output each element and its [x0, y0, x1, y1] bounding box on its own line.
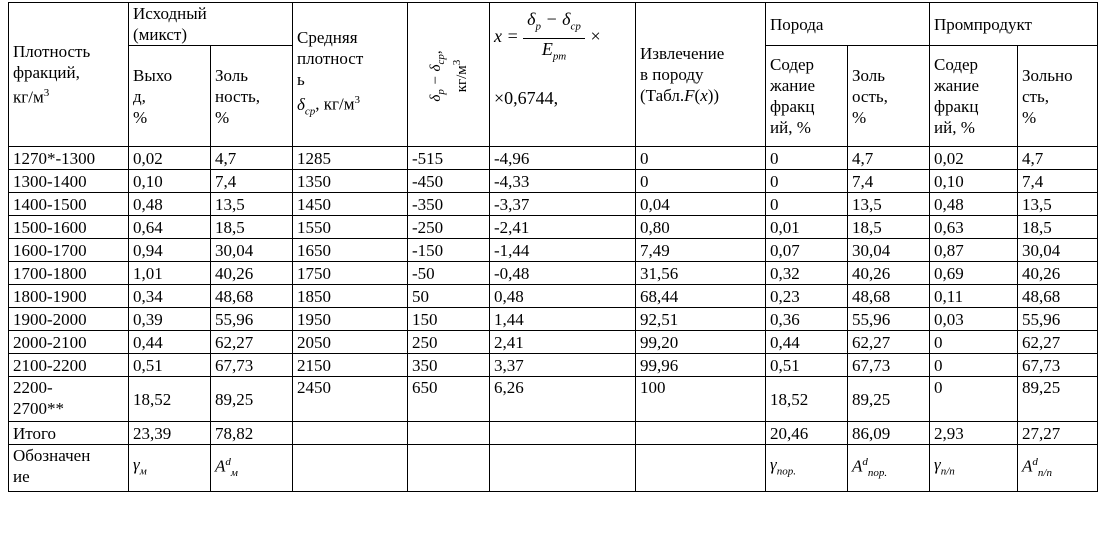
header-avg-density: Средняя плотност ь $\delta_{ср}$, $кг/м^3$	[293, 3, 408, 147]
cell-diff: -250	[408, 216, 490, 239]
table-row	[9, 170, 1098, 193]
cell-x: 2,41	[490, 331, 636, 354]
table-row	[9, 193, 1098, 216]
cell-diff: 50	[408, 285, 490, 308]
cell-x: -0,48	[490, 262, 636, 285]
cell-ash: 67,73	[211, 354, 293, 377]
cell-density: 1900-2000	[9, 308, 129, 331]
header-ash: Золь ность, %	[211, 46, 293, 147]
formula-times: ×	[589, 26, 602, 47]
cell-avg-density: 1550	[293, 216, 408, 239]
cell-x: -4,33	[490, 170, 636, 193]
cell-extraction: 0,80	[636, 216, 766, 239]
notation-adnn: $A^d_{п/п}$	[1018, 445, 1098, 492]
cell-yield: 0,51	[129, 354, 211, 377]
cell-avg-density: 1950	[293, 308, 408, 331]
cell-diff: -450	[408, 170, 490, 193]
table-row	[9, 331, 1098, 354]
cell-rock-content: 0,32	[766, 262, 848, 285]
cell-avg-density: 1350	[293, 170, 408, 193]
cell-density: 1500-1600	[9, 216, 129, 239]
header-mid-ash: Зольно сть, %	[1018, 46, 1098, 147]
cell-extraction: 92,51	[636, 308, 766, 331]
cell-mid-ash: 48,68	[1018, 285, 1098, 308]
cell-avg-density: 1285	[293, 147, 408, 170]
cell-yield: 0,64	[129, 216, 211, 239]
cell-yield: 0,10	[129, 170, 211, 193]
cell-rock-content: 0	[766, 147, 848, 170]
cell-extraction: 99,20	[636, 331, 766, 354]
cell-mid-content: 0,10	[930, 170, 1018, 193]
cell-diff: 250	[408, 331, 490, 354]
cell-rock-content: 0,51	[766, 354, 848, 377]
cell-mid-content: 0,03	[930, 308, 1018, 331]
cell-ash: 30,04	[211, 239, 293, 262]
cell-rock-ash: 48,68	[848, 285, 930, 308]
cell-avg-density: 1450	[293, 193, 408, 216]
cell-mid-content: 0	[930, 331, 1018, 354]
cell-mid-ash: 13,5	[1018, 193, 1098, 216]
cell-mid-content: 0,48	[930, 193, 1018, 216]
cell-yield: 0,34	[129, 285, 211, 308]
cell-rock-ash: 62,27	[848, 331, 930, 354]
cell-rock-content: 0,36	[766, 308, 848, 331]
cell-mid-ash: 30,04	[1018, 239, 1098, 262]
cell-rock-ash: 30,04	[848, 239, 930, 262]
cell-x: 3,37	[490, 354, 636, 377]
formula-tail: ×0,6744,	[494, 88, 559, 109]
header-density-fraction: Плотность фракций, $кг/м^3$	[9, 3, 129, 147]
header-extraction: Извлечение в породу (Табл.F(x))	[636, 3, 766, 147]
cell-diff: -350	[408, 193, 490, 216]
last-row-yield: 18,52	[129, 377, 211, 422]
cell-rock-ash: 55,96	[848, 308, 930, 331]
cell-density: 1600-1700	[9, 239, 129, 262]
table-row	[9, 147, 1098, 170]
cell-avg-density: 2150	[293, 354, 408, 377]
cell-yield: 0,02	[129, 147, 211, 170]
cell-rock-ash: 7,4	[848, 170, 930, 193]
last-row-rock-ash: 89,25	[848, 377, 930, 422]
cell-extraction: 68,44	[636, 285, 766, 308]
cell-mid-content: 0,11	[930, 285, 1018, 308]
cell-mid-ash: 18,5	[1018, 216, 1098, 239]
last-row-avg: 2450	[293, 377, 408, 422]
notation-gnn: $\gamma_{п/п}$	[930, 445, 1018, 492]
cell-density: 1700-1800	[9, 262, 129, 285]
cell-mid-ash: 4,7	[1018, 147, 1098, 170]
cell-yield: 0,39	[129, 308, 211, 331]
last-row-mid-content: 0	[930, 377, 1018, 422]
cell-yield: 0,94	[129, 239, 211, 262]
notation-adm: $A^d_м$	[211, 445, 293, 492]
cell-x: -4,96	[490, 147, 636, 170]
notation-gm: $\gamma_м$	[129, 445, 211, 492]
header-diff: $\delta_р - \delta_{ср}$, $кг/м^3$	[408, 3, 490, 147]
cell-density: 2000-2100	[9, 331, 129, 354]
notation-gpor: $\gamma_{пор.}$	[766, 445, 848, 492]
cell-diff: -150	[408, 239, 490, 262]
notation-label: Обозначен ие	[9, 445, 129, 492]
cell-avg-density: 1650	[293, 239, 408, 262]
cell-avg-density: 2050	[293, 331, 408, 354]
cell-rock-ash: 67,73	[848, 354, 930, 377]
cell-rock-content: 0,07	[766, 239, 848, 262]
table-row	[9, 262, 1098, 285]
total-rock-ash: 86,09	[848, 422, 930, 445]
table-row	[9, 285, 1098, 308]
cell-rock-ash: 4,7	[848, 147, 930, 170]
table-row	[9, 239, 1098, 262]
table-row	[9, 308, 1098, 331]
header-formula: x = $\frac{\delta_р - \delta_{ср}}{E_{рт}}$ × ×0,6744,	[490, 3, 636, 147]
header-rock: Порода	[766, 3, 930, 46]
cell-extraction: 0	[636, 170, 766, 193]
cell-yield: 1,01	[129, 262, 211, 285]
data-table	[8, 2, 1098, 492]
cell-extraction: 99,96	[636, 354, 766, 377]
cell-avg-density: 1750	[293, 262, 408, 285]
cell-mid-ash: 55,96	[1018, 308, 1098, 331]
header-rock-content: Содер жание фракц ий, %	[766, 46, 848, 147]
cell-x: -2,41	[490, 216, 636, 239]
cell-mid-ash: 40,26	[1018, 262, 1098, 285]
total-yield: 23,39	[129, 422, 211, 445]
last-row-ash: 89,25	[211, 377, 293, 422]
cell-x: -3,37	[490, 193, 636, 216]
cell-yield: 0,48	[129, 193, 211, 216]
header-middlings: Промпродукт	[930, 3, 1098, 46]
table-row	[9, 354, 1098, 377]
cell-diff: 150	[408, 308, 490, 331]
total-label: Итого	[9, 422, 129, 445]
header-yield: Выхо д, %	[129, 46, 211, 147]
cell-extraction: 31,56	[636, 262, 766, 285]
cell-extraction: 7,49	[636, 239, 766, 262]
cell-mid-ash: 67,73	[1018, 354, 1098, 377]
cell-diff: -50	[408, 262, 490, 285]
cell-ash: 7,4	[211, 170, 293, 193]
cell-extraction: 0,04	[636, 193, 766, 216]
cell-rock-content: 0,23	[766, 285, 848, 308]
cell-density: 1400-1500	[9, 193, 129, 216]
total-rock-content: 20,46	[766, 422, 848, 445]
total-ash: 78,82	[211, 422, 293, 445]
cell-mid-content: 0,63	[930, 216, 1018, 239]
cell-density: 1800-1900	[9, 285, 129, 308]
cell-density: 1300-1400	[9, 170, 129, 193]
cell-rock-content: 0	[766, 170, 848, 193]
cell-diff: 350	[408, 354, 490, 377]
last-row-extraction: 100	[636, 377, 766, 422]
total-mid-ash: 27,27	[1018, 422, 1098, 445]
cell-extraction: 0	[636, 147, 766, 170]
cell-ash: 62,27	[211, 331, 293, 354]
cell-ash: 13,5	[211, 193, 293, 216]
cell-mid-ash: 7,4	[1018, 170, 1098, 193]
cell-mid-content: 0,02	[930, 147, 1018, 170]
cell-x: 0,48	[490, 285, 636, 308]
table-row	[9, 216, 1098, 239]
cell-ash: 4,7	[211, 147, 293, 170]
total-mid-content: 2,93	[930, 422, 1018, 445]
cell-rock-content: 0,44	[766, 331, 848, 354]
cell-rock-ash: 18,5	[848, 216, 930, 239]
cell-rock-content: 0,01	[766, 216, 848, 239]
last-row-mid-ash: 89,25	[1018, 377, 1098, 422]
cell-diff: -515	[408, 147, 490, 170]
notation-adpor: $A^d_{пор.}$	[848, 445, 930, 492]
cell-mid-content: 0,69	[930, 262, 1018, 285]
cell-mid-content: 0,87	[930, 239, 1018, 262]
cell-rock-ash: 13,5	[848, 193, 930, 216]
cell-ash: 55,96	[211, 308, 293, 331]
last-row-x: 6,26	[490, 377, 636, 422]
cell-ash: 40,26	[211, 262, 293, 285]
header-mixed: Исходный (микст)	[129, 3, 293, 46]
last-row-rock-content: 18,52	[766, 377, 848, 422]
last-row-diff: 650	[408, 377, 490, 422]
last-row-density: 2200- 2700**	[9, 377, 129, 422]
cell-rock-content: 0	[766, 193, 848, 216]
cell-rock-ash: 40,26	[848, 262, 930, 285]
cell-ash: 18,5	[211, 216, 293, 239]
cell-x: -1,44	[490, 239, 636, 262]
cell-x: 1,44	[490, 308, 636, 331]
cell-mid-ash: 62,27	[1018, 331, 1098, 354]
formula-lhs: x =	[494, 26, 519, 47]
cell-ash: 48,68	[211, 285, 293, 308]
header-rock-ash: Золь ость, %	[848, 46, 930, 147]
header-mid-content: Содер жание фракц ий, %	[930, 46, 1018, 147]
cell-density: 1270*-1300	[9, 147, 129, 170]
cell-avg-density: 1850	[293, 285, 408, 308]
cell-yield: 0,44	[129, 331, 211, 354]
cell-density: 2100-2200	[9, 354, 129, 377]
cell-mid-content: 0	[930, 354, 1018, 377]
